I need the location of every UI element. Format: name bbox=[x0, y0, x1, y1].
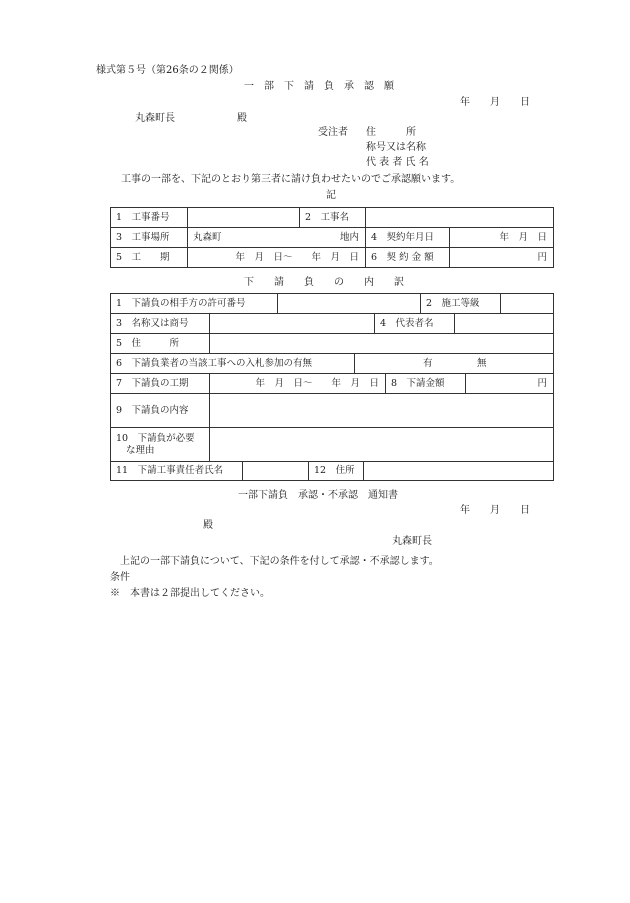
addressee: 丸森町長 bbox=[135, 113, 175, 124]
construction-info-table bbox=[110, 207, 554, 268]
address-label: 住 所 bbox=[366, 127, 416, 138]
representative-label: 代 表 者 氏 名 bbox=[366, 157, 429, 168]
notice-issuer: 丸森町長 bbox=[392, 536, 432, 547]
form-number: 様式第５号（第26条の２関係） bbox=[96, 65, 239, 76]
subcontract-content-label: 9 下請負の内容 bbox=[111, 394, 210, 428]
construction-period-label: 5 工 期 bbox=[111, 248, 188, 268]
manager-address-field[interactable] bbox=[364, 462, 554, 481]
site-manager-label: 11 下請工事責任者氏名 bbox=[111, 462, 243, 481]
subcontract-content-field[interactable] bbox=[210, 394, 554, 428]
subcontractor-address-field[interactable] bbox=[210, 334, 554, 354]
bid-yes-option[interactable]: 有 bbox=[423, 357, 433, 369]
subcontractor-rep-field[interactable] bbox=[455, 314, 554, 334]
notice-date: 年 月 日 bbox=[460, 505, 530, 516]
site-manager-field[interactable] bbox=[243, 462, 309, 481]
construction-grade-label: 2 施工等級 bbox=[421, 294, 501, 314]
notice-body: 上記の一部下請負について、下記の条件を付して承認・不承認します。 bbox=[120, 556, 439, 567]
bid-participation-label: 6 下請負業者の当該工事への入札参加の有無 bbox=[111, 354, 355, 374]
notice-title: 一部下請負 承認・不承認 通知書 bbox=[238, 490, 398, 501]
contract-amount-label: 6 契 約 金 額 bbox=[366, 248, 450, 268]
subcontract-table bbox=[110, 293, 554, 481]
subcontractor-rep-label: 4 代表者名 bbox=[375, 314, 455, 334]
subcontract-period-label: 7 下請負の工期 bbox=[111, 374, 210, 394]
request-text: 工事の一部を、下記のとおり第三者に請け負わせたいのでご承認願います。 bbox=[121, 174, 461, 185]
subcontract-section-title: 下 請 負 の 内 訳 bbox=[244, 277, 404, 288]
bid-participation-field[interactable] bbox=[355, 354, 554, 374]
submission-note: ※ 本書は２部提出してください。 bbox=[110, 588, 270, 599]
subcontract-period-field[interactable]: 年 月 日～ 年 月 日 bbox=[210, 374, 386, 394]
construction-grade-field[interactable] bbox=[501, 294, 554, 314]
construction-name-field[interactable] bbox=[366, 208, 554, 228]
ki-marker: 記 bbox=[326, 190, 336, 201]
contract-date-label: 4 契約年月日 bbox=[366, 228, 450, 248]
contract-amount-field[interactable]: 円 bbox=[450, 248, 554, 268]
subcontractor-address-label: 5 住 所 bbox=[111, 334, 210, 354]
construction-site-label: 3 工事場所 bbox=[111, 228, 188, 248]
license-number-field[interactable] bbox=[278, 294, 421, 314]
construction-name-label: 2 工事名 bbox=[300, 208, 366, 228]
license-number-label: 1 下請負の相手方の許可番号 bbox=[111, 294, 278, 314]
addressee-honorific: 殿 bbox=[237, 113, 247, 124]
conditions-label: 条件 bbox=[110, 572, 130, 583]
subcontractor-name-field[interactable] bbox=[210, 314, 375, 334]
site-suffix: 地内 bbox=[339, 231, 359, 243]
contract-date-field[interactable]: 年 月 日 bbox=[450, 228, 554, 248]
subcontract-amount-field[interactable]: 円 bbox=[466, 374, 554, 394]
subcontract-amount-label: 8 下請金額 bbox=[386, 374, 466, 394]
notice-honorific: 殿 bbox=[203, 520, 213, 531]
form-title: 一 部 下 請 負 承 認 願 bbox=[244, 81, 394, 92]
construction-number-label: 1 工事番号 bbox=[111, 208, 188, 228]
bid-no-option[interactable]: 無 bbox=[477, 357, 487, 369]
construction-number-field[interactable] bbox=[188, 208, 300, 228]
construction-period-field[interactable]: 年 月 日～ 年 月 日 bbox=[188, 248, 366, 268]
subcontractor-name-label: 3 名称又は商号 bbox=[111, 314, 210, 334]
manager-address-label: 12 住所 bbox=[309, 462, 364, 481]
subcontract-reason-label: 10 下請負が必要 な理由 bbox=[111, 428, 210, 462]
subcontract-reason-field[interactable] bbox=[210, 428, 554, 462]
contractor-label: 受注者 bbox=[318, 127, 348, 138]
company-name-label: 称号又は名称 bbox=[366, 142, 426, 153]
application-date: 年 月 日 bbox=[460, 97, 530, 108]
site-town: 丸森町 bbox=[193, 231, 222, 243]
construction-site-field[interactable] bbox=[188, 228, 366, 248]
